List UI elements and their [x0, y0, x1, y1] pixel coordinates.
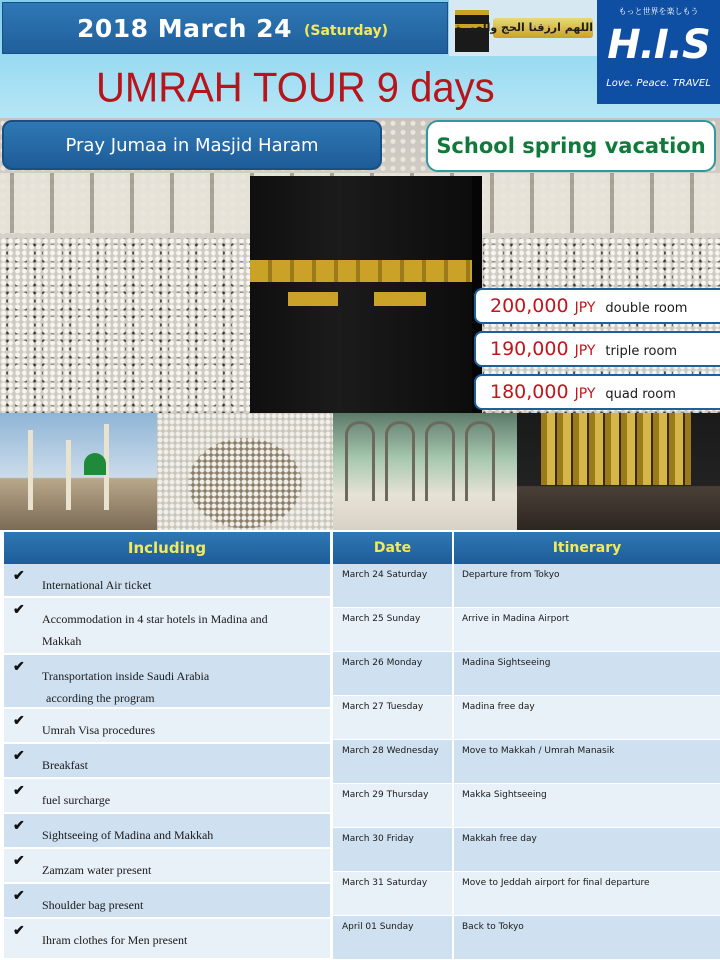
his-japanese-slogan: もっと世界を楽しもう [618, 7, 699, 16]
price-amount: 200,000 [490, 295, 569, 317]
including-item-text [42, 789, 322, 811]
itinerary-date: March 28 Wednesday [342, 746, 439, 756]
including-item [4, 814, 330, 849]
itinerary-date: March 27 Tuesday [342, 702, 424, 712]
arch [385, 421, 415, 501]
including-item-text [42, 929, 322, 951]
including-item [4, 709, 330, 744]
including-item-line: International Air ticket [42, 578, 152, 592]
his-tagline: Love. Peace. TRAVEL [606, 78, 711, 89]
kaaba-door-photo [517, 413, 720, 530]
itinerary-date: April 01 Sunday [342, 922, 414, 932]
mosque-corridor-photo [333, 413, 517, 530]
itinerary-plan: Madina Sightseeing [462, 658, 551, 668]
price-room: double room [605, 301, 688, 316]
kaaba-image [250, 176, 472, 413]
including-item-text [42, 719, 322, 741]
itinerary-column-divider [452, 564, 454, 960]
including-item-text [42, 574, 322, 596]
including-item-line: according the program [46, 691, 155, 705]
kaaba-logo [449, 0, 597, 56]
tour-title: UMRAH TOUR 9 days [96, 64, 495, 111]
itinerary-plan: Move to Jeddah airport for final departure [462, 878, 650, 888]
minaret [28, 430, 33, 510]
school-vacation-badge: School spring vacation [426, 120, 716, 172]
price-triple [474, 331, 720, 367]
itinerary-row [333, 564, 720, 608]
price-room: triple room [605, 344, 678, 359]
checkmark-icon: ✔ [13, 749, 25, 764]
checkmark-icon: ✔ [13, 569, 25, 584]
including-item-line: Umrah Visa procedures [42, 723, 156, 737]
including-item-line: Breakfast [42, 758, 88, 772]
including-item-line: Ihram clothes for Men present [42, 933, 188, 947]
kaaba-gold-panel [374, 292, 426, 306]
arch [465, 421, 495, 501]
arch [345, 421, 375, 501]
including-item-line: Makkah [42, 634, 82, 648]
itinerary-date: March 24 Saturday [342, 570, 428, 580]
including-item-text [42, 665, 322, 709]
itinerary-plan: Back to Tokyo [462, 922, 524, 932]
green-dome [84, 453, 106, 475]
including-item [4, 564, 330, 598]
itinerary-plan: Departure from Tokyo [462, 570, 560, 580]
including-item [4, 919, 330, 960]
date-header: Date [333, 532, 452, 564]
itinerary-date: March 31 Saturday [342, 878, 428, 888]
itinerary-header: Itinerary [454, 532, 720, 564]
masjid-haram-photo [0, 118, 720, 413]
price-quad [474, 374, 720, 410]
including-item-text [42, 754, 322, 776]
tour-day: (Saturday) [303, 23, 389, 39]
including-item [4, 779, 330, 814]
kaaba-gold-panel [288, 292, 338, 306]
price-double [474, 288, 720, 324]
including-item-text [42, 824, 322, 846]
itinerary-date: March 26 Monday [342, 658, 423, 668]
minaret [66, 440, 71, 510]
including-header: Including [4, 532, 330, 564]
arabic-logo-text: اللهم ارزقنا الحج والعمرة [493, 18, 593, 38]
his-logo-mark: H.I.S [607, 22, 710, 68]
including-item-line: Sightseeing of Madina and Makkah [42, 828, 214, 842]
itinerary-date: March 30 Friday [342, 834, 414, 844]
checkmark-icon: ✔ [13, 889, 25, 904]
his-logo [597, 0, 720, 104]
price-amount: 190,000 [490, 338, 569, 360]
including-item-text [42, 859, 322, 881]
checkmark-icon: ✔ [13, 660, 25, 675]
price-currency: JPY [574, 343, 596, 359]
itinerary-date: March 25 Sunday [342, 614, 421, 624]
itinerary-row [333, 652, 720, 696]
itinerary-row [333, 828, 720, 872]
kaaba-gold-band [250, 260, 472, 282]
checkmark-icon: ✔ [13, 924, 25, 939]
itinerary-plan: Arrive in Madina Airport [462, 614, 570, 624]
price-room: quad room [605, 387, 676, 402]
including-item [4, 849, 330, 884]
checkmark-icon: ✔ [13, 784, 25, 799]
madina-mosque-photo [0, 413, 157, 530]
including-item [4, 598, 330, 655]
checkmark-icon: ✔ [13, 603, 25, 618]
pray-jumaa-badge: Pray Jumaa in Masjid Haram [2, 120, 382, 170]
itinerary-row [333, 916, 720, 960]
including-item-line: fuel surcharge [42, 793, 111, 807]
itinerary-plan: Makka Sightseeing [462, 790, 547, 800]
including-item-line: Zamzam water present [42, 863, 152, 877]
itinerary-row [333, 872, 720, 916]
itinerary-plan: Madina free day [462, 702, 535, 712]
mount-arafat-photo [157, 413, 333, 530]
price-amount: 180,000 [490, 381, 569, 403]
itinerary-row [333, 740, 720, 784]
including-item-line: Shoulder bag present [42, 898, 144, 912]
date-banner [2, 2, 448, 54]
arch [425, 421, 455, 501]
itinerary-plan: Move to Makkah / Umrah Manasik [462, 746, 615, 756]
including-item-text [42, 894, 322, 916]
including-item [4, 884, 330, 919]
checkmark-icon: ✔ [13, 854, 25, 869]
price-currency: JPY [574, 300, 596, 316]
itinerary-row [333, 608, 720, 652]
itinerary-row [333, 696, 720, 740]
itinerary-date: March 29 Thursday [342, 790, 429, 800]
tour-date: 2018 March 24 [77, 13, 292, 43]
itinerary-plan: Makkah free day [462, 834, 537, 844]
checkmark-icon: ✔ [13, 819, 25, 834]
checkmark-icon: ✔ [13, 714, 25, 729]
price-currency: JPY [574, 386, 596, 402]
including-item [4, 744, 330, 779]
including-item-line: Transportation inside Saudi Arabia [42, 669, 210, 683]
including-item-text [42, 608, 322, 652]
including-item [4, 655, 330, 709]
kaaba-door [541, 413, 691, 485]
itinerary-row [333, 784, 720, 828]
including-item-line: Accommodation in 4 star hotels in Madina and [42, 612, 268, 626]
